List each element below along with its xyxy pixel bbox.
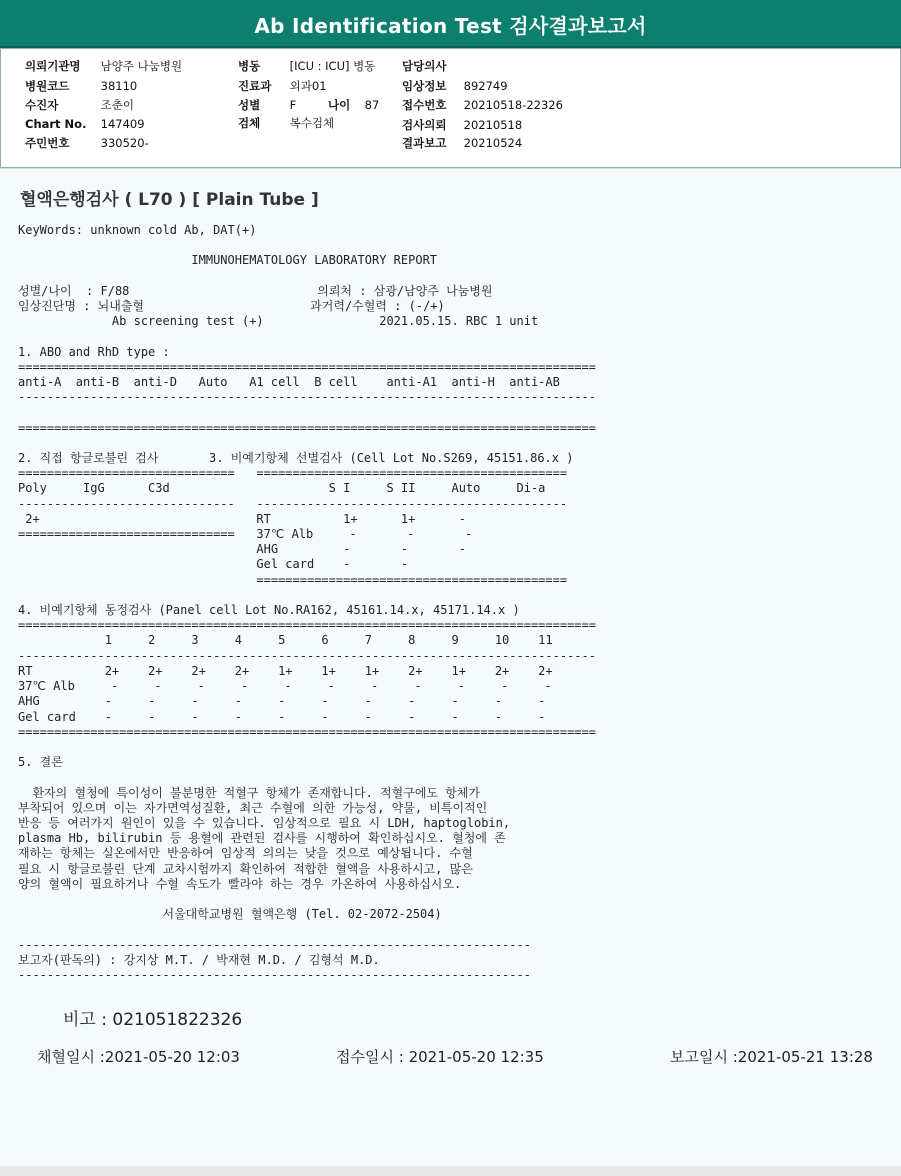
report-line: -------------------------------------------------------------------------------- [18,648,596,663]
reported-label: 보고일시 : [670,1048,738,1066]
reported-row [670,1046,873,1067]
info-label: 결과보고 [402,136,447,150]
info-row [402,135,522,151]
info-value: 38110 [100,79,138,93]
report-line: 환자의 혈청에 특이성이 불분명한 적혈구 항체가 존재합니다. 적혈구에도 항체가 [18,785,481,800]
patient-info-panel [0,48,901,168]
report-line: Gel card - - - - - - - - - - - [18,709,546,724]
info-value: 20210518-22326 [463,98,563,112]
report-line: 37℃ Alb - - - - - - - - - - - [18,679,552,694]
report-line: 재하는 항체는 실온에서만 반응하여 임상적 의의는 낮을 것으로 예상됩니다. 수혈 [18,846,473,861]
report-line: AHG - - - - - - - - - - - [18,694,546,709]
report-line: KeyWords: unknown cold Ab, DAT(+) [18,223,257,237]
report-line: 부착되어 있으며 이는 자가면역성질환, 최근 수혈에 의한 가능성, 약물, 비특이적인 [18,800,488,815]
info-row [25,97,134,113]
remark-value: 021051822326 [112,1010,243,1030]
info-value: F [289,98,297,112]
reported-value: 2021-05-21 13:28 [737,1048,873,1066]
info-row [25,78,137,94]
collected-value: 2021-05-20 12:03 [104,1048,240,1066]
info-label: 병동 [238,59,261,73]
info-row [238,97,296,113]
info-label: 임상정보 [402,79,447,93]
info-label: Chart No. [25,117,87,131]
report-line: 4. 비예기항체 동정검사 (Panel cell Lot No.RA162, 45161.14.x, 45171.14.x ) [18,603,520,618]
remark-row [63,1005,242,1030]
report-line: Ab screening test (+) 2021.05.15. RBC 1 unit [18,314,539,329]
collected-label: 채혈일시 : [37,1048,105,1066]
report-line: 1 2 3 4 5 6 7 8 9 10 11 [18,633,553,648]
info-label: 의뢰기관명 [25,59,81,73]
info-row [25,135,149,151]
report-line: =========================================== [18,572,568,587]
report-line: 1. ABO and RhD type : [18,344,170,359]
info-value: 87 [364,98,380,112]
info-row [238,78,327,94]
info-label: 성별 [238,98,261,112]
report-line: 성별/나이 : F/88 의뢰처 : 삼광/남양주 나눔병원 [18,283,493,298]
report-title: Ab Identification Test 검사결과보고서 [254,14,647,38]
info-label: 진료과 [238,79,272,93]
received-value: 2021-05-20 12:35 [408,1048,544,1066]
info-value: 20210518 [463,118,523,132]
info-value: 조춘이 [100,98,134,112]
report-line: Gel card - - [18,557,409,572]
bottom-bar [0,1166,901,1176]
report-text [18,223,596,983]
report-line: ============================== 37℃ Alb - - - [18,527,473,542]
info-row [402,97,563,113]
report-line: 서울대학교병원 혈액은행 (Tel. 02-2072-2504) [18,907,442,922]
report-line: ================================================================================ [18,420,596,435]
info-value: 330520- [100,136,149,150]
info-row-age [328,97,379,113]
info-value: [ICU : ICU] 병동 [289,59,376,73]
report-line: ================================================================================ [18,359,596,374]
info-label: 병원코드 [25,79,70,93]
info-value: 20210524 [463,136,523,150]
collected-row [37,1046,240,1067]
info-value: 147409 [100,117,145,131]
info-row [402,58,460,74]
info-label: 접수번호 [402,98,447,112]
info-label: 검체 [238,116,261,130]
remark-label: 비고 : [63,1010,107,1030]
report-line: 필요 시 항글로불린 단계 교차시험까지 확인하여 적합한 혈액을 사용하시고, 많은 [18,861,473,876]
report-line: AHG - - - [18,542,466,557]
report-line: 양의 혈액이 필요하거나 수혈 속도가 빨라야 하는 경우 가온하여 사용하십시오. [18,876,462,891]
info-row [25,58,182,74]
info-label: 담당의사 [402,59,447,73]
info-label: 검사의뢰 [402,118,447,132]
report-line: ----------------------------------------------------------------------- [18,967,531,982]
report-line: ------------------------------ ------------------------------------------- [18,496,568,511]
report-line: IMMUNOHEMATOLOGY LABORATORY REPORT [18,253,438,268]
info-row [238,58,375,74]
info-row [25,117,145,131]
report-line: Poly IgG C3d S I S II Auto Di-a [18,481,546,496]
report-line: 2. 직접 항글로불린 검사 3. 비예기항체 선별검사 (Cell Lot No.S269, 45151.86.x ) [18,451,574,466]
report-line: ================================================================================ [18,618,596,633]
report-body [0,168,901,1169]
report-line: ================================================================================ [18,724,596,739]
report-line: ----------------------------------------------------------------------- [18,937,531,952]
report-line: 보고자(판독의) : 강지상 M.T. / 박재현 M.D. / 김형석 M.D. [18,952,380,967]
section-title: 혈액은행검사 ( L70 ) [ Plain Tube ] [20,190,319,210]
report-line: 임상진단명 : 뇌내출혈 과거력/수혈력 : (-/+) [18,299,445,314]
info-row [402,78,508,94]
report-line: plasma Hb, bilirubin 등 용혈에 관련된 검사를 시행하여 확인하십시오. 혈청에 존 [18,831,506,846]
report-line: anti-A anti-B anti-D Auto A1 cell B cell anti-A1 anti-H anti-AB [18,375,560,390]
info-value: 외과01 [289,79,327,93]
report-line: RT 2+ 2+ 2+ 2+ 1+ 1+ 1+ 2+ 1+ 2+ 2+ [18,663,553,678]
report-line: -------------------------------------------------------------------------------- [18,390,596,405]
received-row [336,1046,544,1067]
report-header-banner [0,0,901,48]
info-value: 남양주 나눔병원 [100,59,183,73]
info-label: 주민번호 [25,136,70,150]
info-row [238,115,334,131]
report-line: 반응 등 여러가지 원인이 있을 수 있습니다. 임상적으로 필요 시 LDH, haptoglobin, [18,815,511,830]
report-line: ============================== =========================================== [18,466,568,481]
info-label: 나이 [328,98,351,112]
info-row [402,117,522,133]
info-label: 수진자 [25,98,59,112]
report-line: 2+ RT 1+ 1+ - [18,511,466,526]
info-value: 복수검체 [289,116,335,130]
received-label: 접수일시 : [336,1048,404,1066]
info-value: 892749 [463,79,508,93]
report-line: 5. 결론 [18,755,63,770]
